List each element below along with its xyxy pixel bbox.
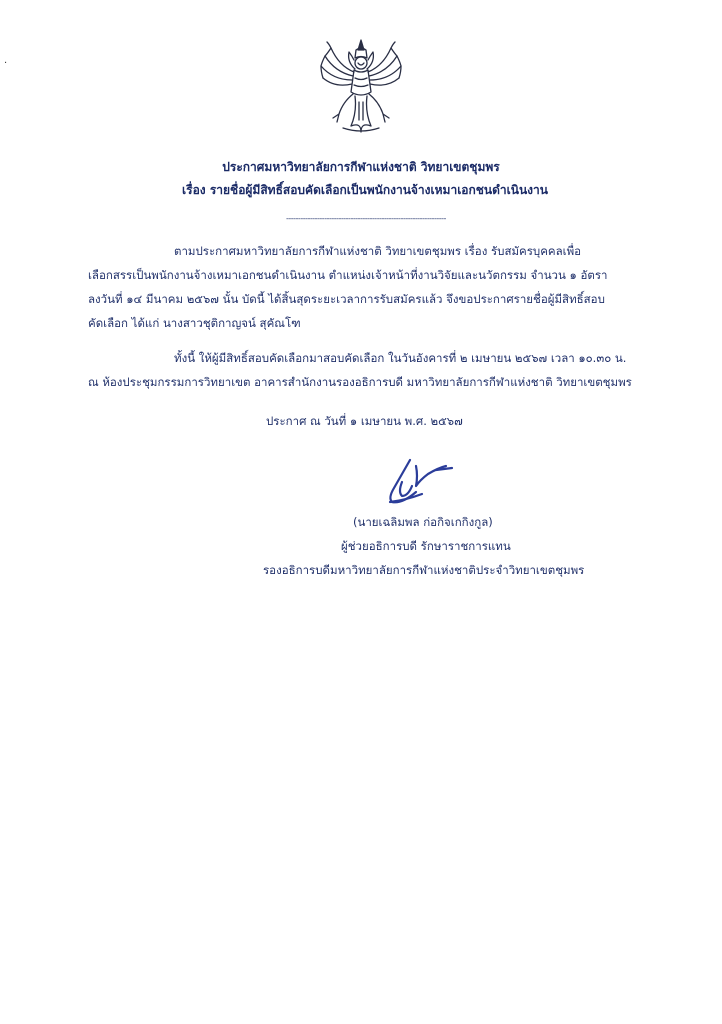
signatory-acting-position: รองอธิการบดีมหาวิทยาลัยการกีฬาแห่งชาติประจำวิทยาเขตชุมพร <box>263 563 585 577</box>
paragraph1-line2: เลือกสรรเป็นพนักงานจ้างเหมาเอกชนดำเนินงาน ตำแหน่งเจ้าหน้าที่งานวิจัยและนวัตกรรม จำนวน ๑ อัตรา <box>88 268 608 282</box>
handwritten-signature <box>372 452 472 512</box>
paragraph2-line1: ทั้งนี้ ให้ผู้มีสิทธิ์สอบคัดเลือกมาสอบคัดเลือก ในวันอังคารที่ ๒ เมษายน ๒๕๖๗ เวลา ๑๐.๓๐ น. <box>174 351 627 365</box>
announcement-subject: เรื่อง รายชื่อผู้มีสิทธิ์สอบคัดเลือกเป็นพนักงานจ้างเหมาเอกชนดำเนินงาน <box>182 183 548 197</box>
paragraph2-line2: ณ ห้องประชุมกรรมการวิทยาเขต อาคารสำนักงานรองอธิการบดี มหาวิทยาลัยการกีฬาแห่งชาติ วิทยาเขตชุมพร <box>88 375 632 389</box>
signatory-position: ผู้ช่วยอธิการบดี รักษาราชการแทน <box>341 539 511 553</box>
signatory-name: (นายเฉลิมพล ก่อกิจเกกิงกูล) <box>353 515 493 529</box>
scan-speck: · <box>4 58 8 69</box>
garuda-emblem-icon <box>309 36 413 140</box>
announcement-date: ประกาศ ณ วันที่ ๑ เมษายน พ.ศ. ๒๕๖๗ <box>266 414 463 428</box>
announcement-title: ประกาศมหาวิทยาลัยการกีฬาแห่งชาติ วิทยาเขตชุมพร <box>222 160 500 174</box>
paragraph1-line1: ตามประกาศมหาวิทยาลัยการกีฬาแห่งชาติ วิทยาเขตชุมพร เรื่อง รับสมัครบุคคลเพื่อ <box>174 244 582 258</box>
title-separator: ------------------------------------------------------------------- <box>286 214 446 223</box>
paragraph1-line3: ลงวันที่ ๑๔ มีนาคม ๒๕๖๗ นั้น บัดนี้ ได้สิ้นสุดระยะเวลาการรับสมัครแล้ว จึงขอประกาศรายชื่อผู้มีสิทธิ์สอบ <box>88 292 605 306</box>
paragraph1-line4: คัดเลือก ได้แก่ นางสาวชุติกาญจน์ สุคัณโฑ <box>88 316 301 330</box>
